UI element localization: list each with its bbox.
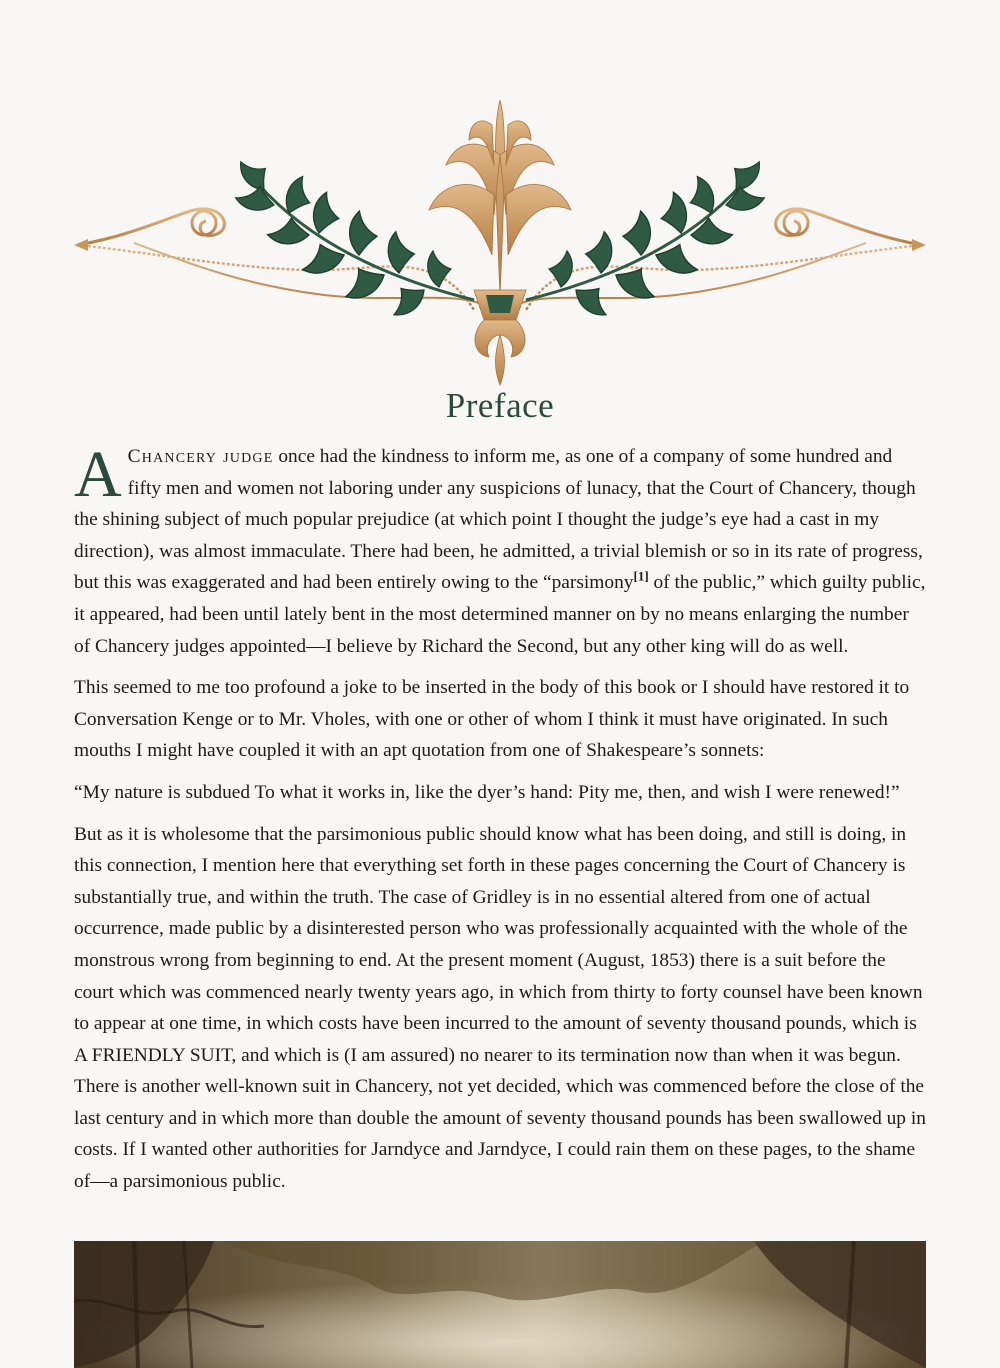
drop-cap: A	[74, 438, 122, 511]
paragraph-2: This seemed to me too profound a joke to be inserted in the body of this book or I should have restored it to Conversation Kenge or to Mr. Vholes, with one or other of whom I think it must have originated. In such mouths I might have coupled it with an apt quotation from one of Shakespeare’s sonnets:	[74, 677, 910, 762]
paragraph-4: But as it is wholesome that the parsimonious public should know what has been doing, and still is doing, in this connection, I mention here that everything set forth in these pages concerning the Court of Chancery is substantially true, and within the truth. The case of Gridley is in no essential altered from one of actual occurrence, made public by a disinterested person who was professionally acquainted with the whole of the monstrous wrong from beginning to end. At the present moment (August, 1853) there is a suit before the court which was commenced nearly twenty years ago, in which from thirty to forty counsel have been known to appear at one time, in which costs have been incurred to the amount of seventy thousand pounds, which is A FRIENDLY SUIT, and which is (I am assured) no nearer to its termination now than when it was begun. There is another well-known suit in Chancery, not yet decided, which was commenced before the close of the last century and in which more than double the amount of seventy thousand pounds has been swallowed up in costs. If I wanted other authorities for Jarndyce and Jarndyce, I could rain them on these pages, to the shame of—a parsimonious public.	[74, 823, 926, 1193]
paragraph-3-quotation: “My nature is subdued To what it works in, like the dyer’s hand: Pity me, then, and wish I were renewed!”	[74, 781, 900, 803]
smallcaps-lead: Chancery judge	[127, 446, 274, 467]
paragraph-1	[74, 438, 926, 662]
page-title: Preface	[445, 386, 555, 425]
footnote-link[interactable]: [1]	[633, 568, 649, 584]
landscape-painting	[74, 1241, 926, 1368]
paragraph-1-text-continued: of the public,” which guilty public, it appeared, had been until lately bent in the most determined manner on by no means enlarging the number of Chancery judges appointed—I believe by Richard the Second, but any other king will do as well.	[74, 572, 926, 657]
paragraph-1-text: once had the kindness to inform me, as one of a company of some hundred and fifty men and women not laboring under any suspicions of lunacy, that the Court of Chancery, though the shining subject of much popular prejudice (at which point I thought the judge’s eye had a cast in my direction), was almost immaculate. There had been, he admitted, a trivial blemish or so in its rate of progress, but this was exaggerated and had been entirely owing to the “parsimony	[74, 446, 923, 594]
foliate-scroll-ornament-icon	[74, 95, 926, 390]
preface-body	[74, 438, 926, 1208]
